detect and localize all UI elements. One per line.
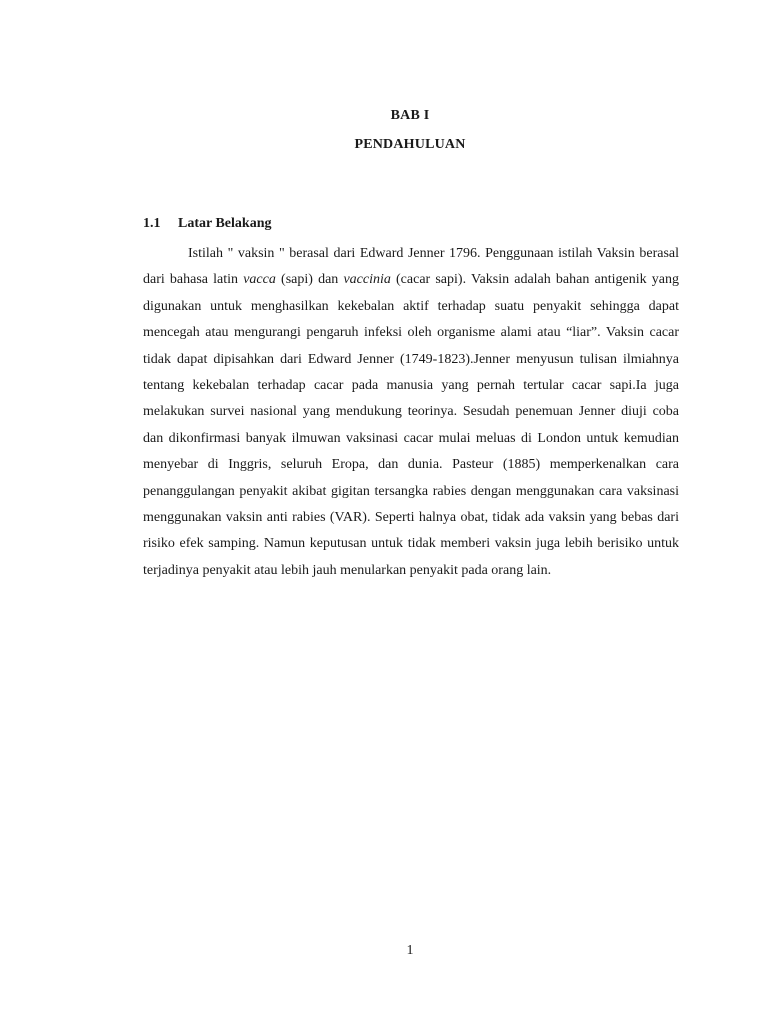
section-number: 1.1 [143,216,161,231]
body-paragraph [143,241,679,584]
chapter-number: BAB I [390,108,430,123]
paragraph-text-1: Istilah " vaksin " berasal dari Edward Jenner 1796. Penggunaan istilah Vaksin berasal dari bahasa latin [143,246,679,288]
chapter-title: PENDAHULUAN [354,137,466,152]
paragraph-italic-vaccinia: vaccinia [343,272,391,288]
section-title: Latar Belakang [178,216,272,231]
paragraph-italic-vacca: vacca [243,272,276,288]
paragraph-text-3: (cacar sapi). Vaksin adalah bahan antigenik yang digunakan untuk menghasilkan kekebalan aktif terhadap suatu penyakit sehingga dapat mencegah atau mengurangi pengaruh infeksi oleh organisme alami atau “liar”. Vaksin cacar tidak dapat dipisahkan dari Edward Jenner (1749-1823).Jenner menyusun tulisan ilmiahnya tentang kekebalan terhadap cacar pada manusia yang pernah tertular cacar sapi.Ia juga melakukan survei nasional yang mendukung teorinya. Sesudah penemuan Jenner diuji coba dan dikonfirmasi banyak ilmuwan vaksinasi cacar mulai meluas di London untuk kemudian menyebar di Inggris, seluruh Eropa, dan dunia. Pasteur (1885) memperkenalkan cara penanggulangan penyakit akibat gigitan tersangka rabies dengan menggunakan cara vaksinasi menggunakan vaksin anti rabies (VAR). Seperti halnya obat, tidak ada vaksin yang bebas dari risiko efek samping. Namun keputusan untuk tidak memberi vaksin juga lebih berisiko untuk terjadinya penyakit atau lebih jauh menularkan penyakit pada orang lain. [143,272,679,578]
section-heading [143,216,271,232]
page-number: 1 [406,943,414,958]
paragraph-text-2: (sapi) dan [275,272,344,288]
